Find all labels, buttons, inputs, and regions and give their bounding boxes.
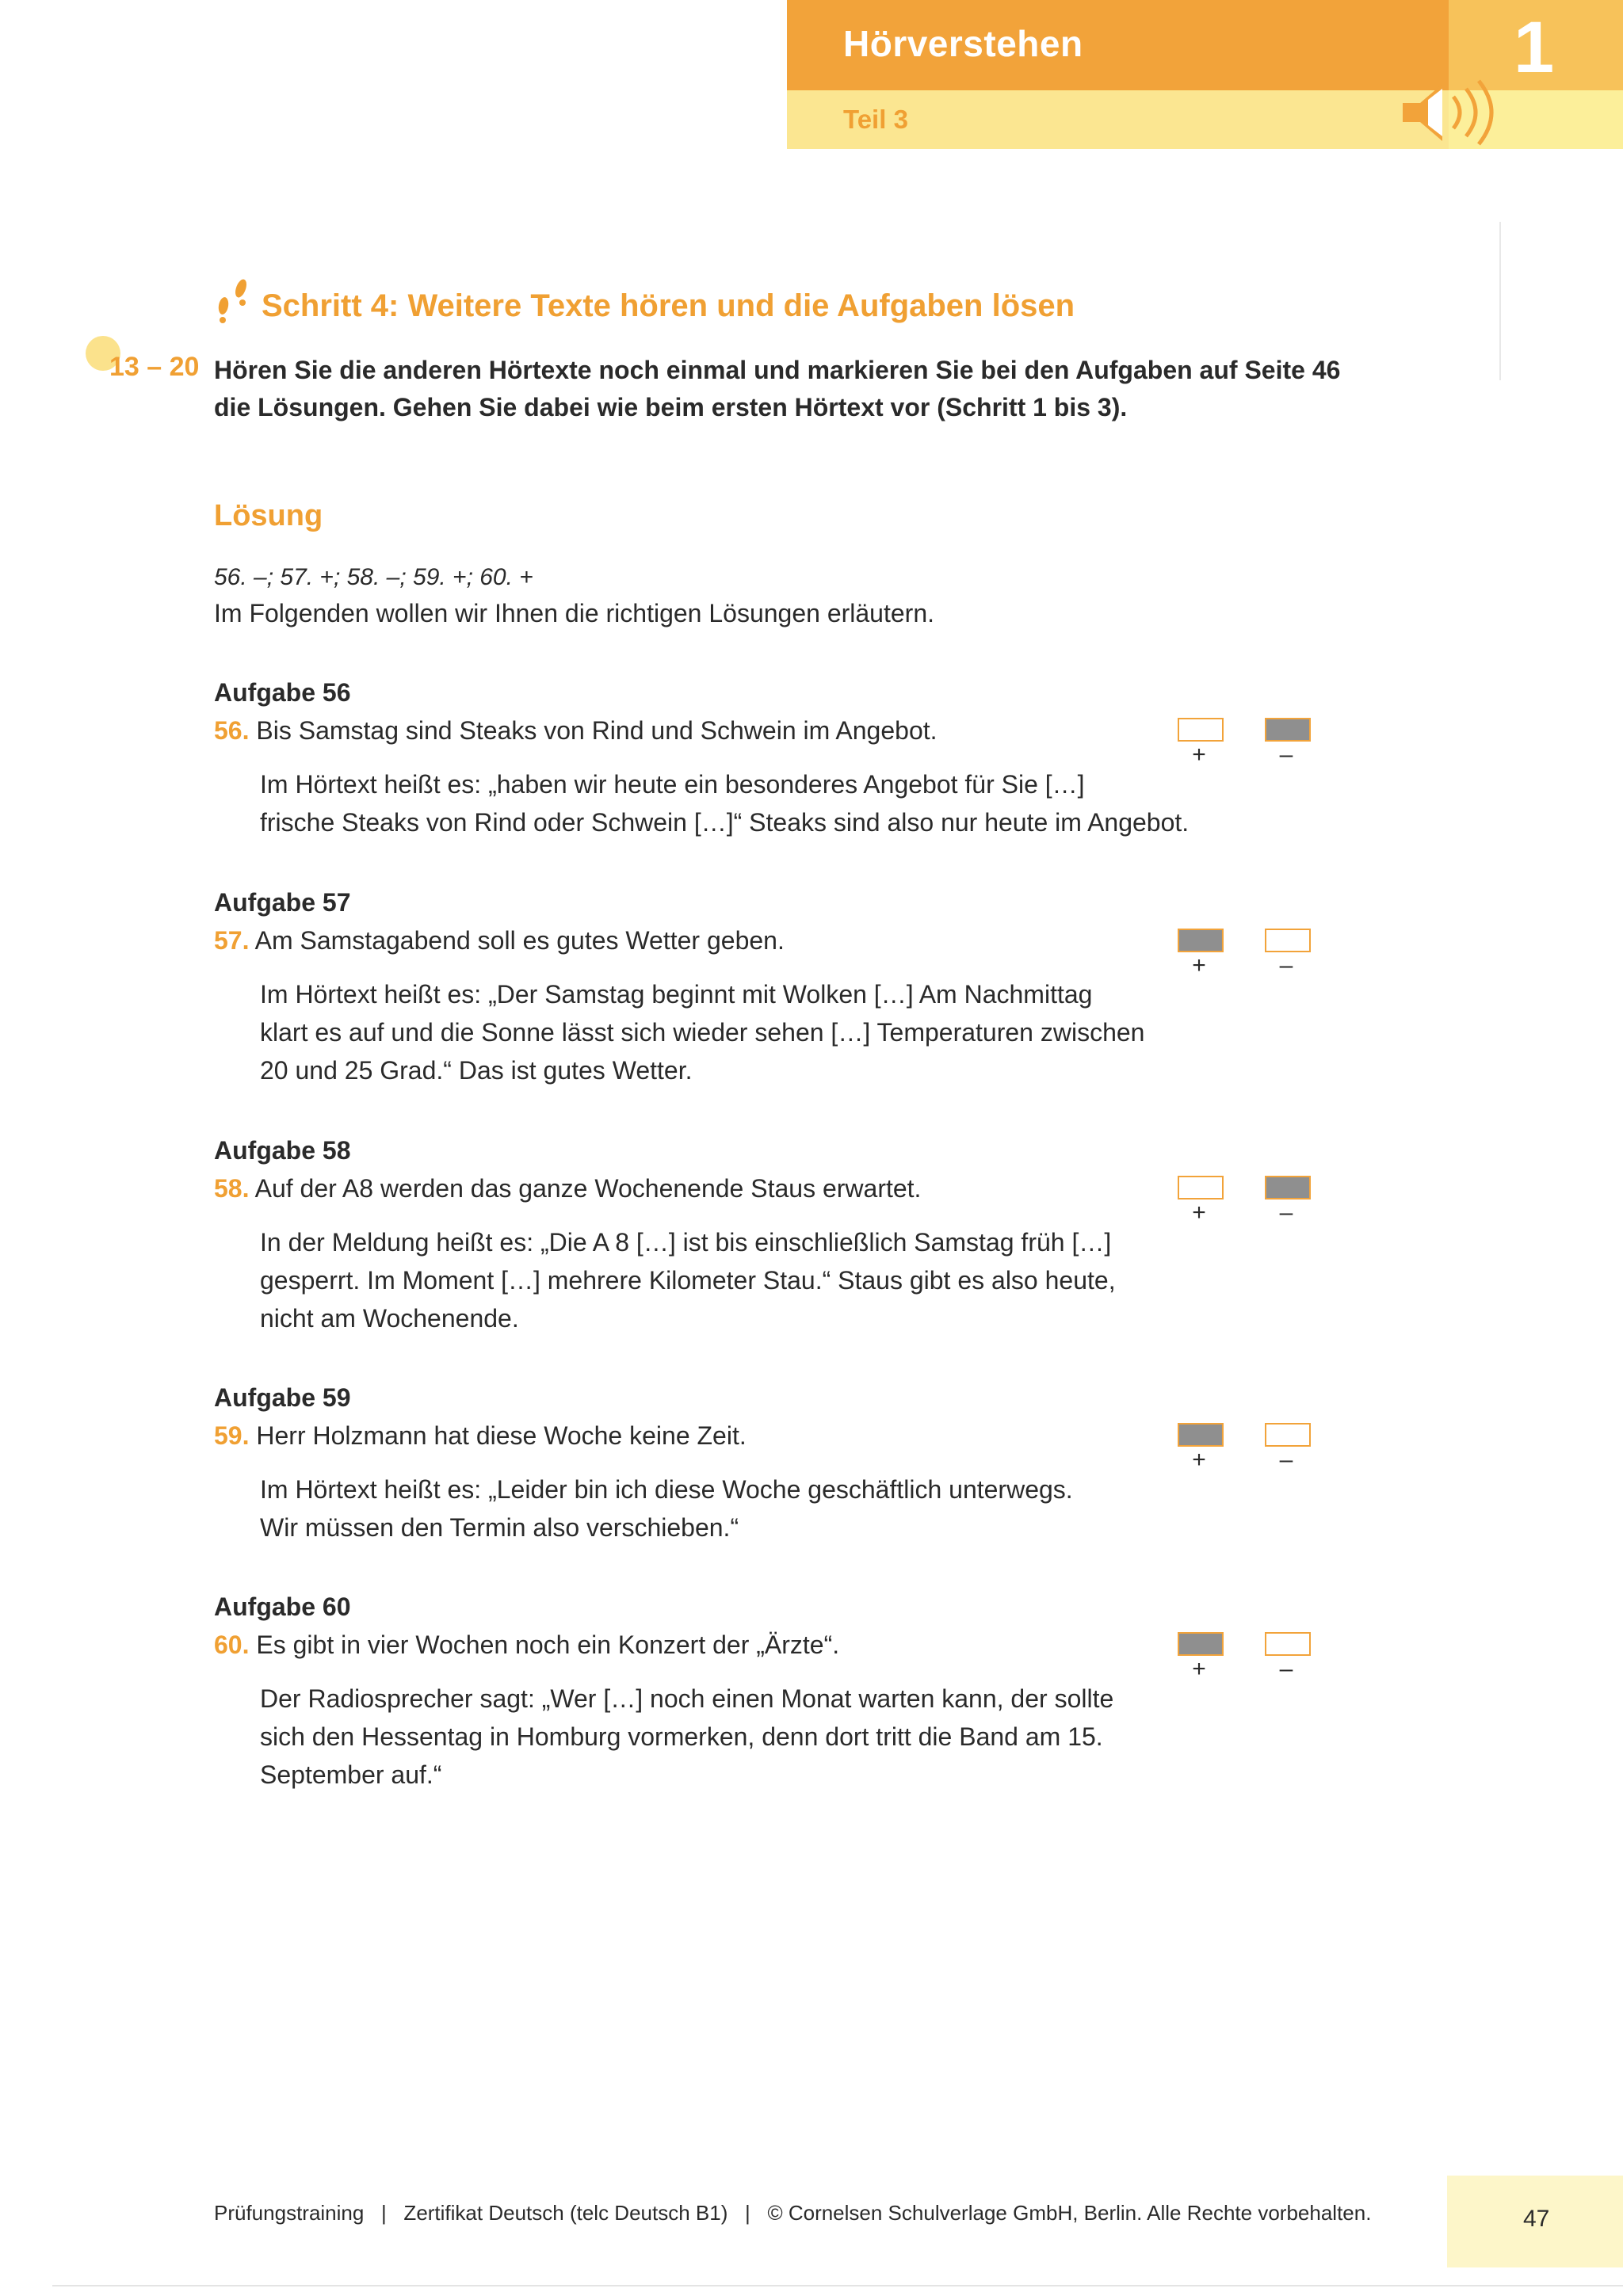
plus-label: + (1192, 742, 1206, 768)
explanation-line: gesperrt. Im Moment […] mehrere Kilometer Stau.“ Staus gibt es also heute, (260, 1266, 1116, 1295)
minus-label: – (1279, 742, 1293, 768)
task-title: Aufgabe 60 (214, 1592, 351, 1621)
minus-label: – (1279, 952, 1293, 978)
task-statement (214, 1417, 1323, 1455)
instruction-line: die Lösungen. Gehen Sie dabei wie beim ersten Hörtext vor (Schritt 1 bis 3). (214, 393, 1128, 421)
plus-label: + (1192, 952, 1206, 978)
task-title: Aufgabe 57 (214, 888, 351, 917)
task-number: 57. (214, 926, 250, 955)
bottom-divider (52, 2285, 1623, 2286)
instruction-text (214, 352, 1387, 426)
task-statement (214, 1169, 1323, 1207)
minus-checkbox[interactable] (1265, 1423, 1311, 1447)
explanation-line: frische Steaks von Rind oder Schwein […]“ Steaks sind also nur heute im Angebot. (260, 808, 1190, 837)
minus-label: – (1279, 1656, 1293, 1682)
task-explanation (260, 975, 1195, 1089)
task-explanation (260, 1223, 1195, 1337)
minus-checkbox[interactable] (1265, 929, 1311, 952)
part-label: Teil 3 (843, 105, 908, 134)
explanation-line: Im Hörtext heißt es: „haben wir heute ein besonderes Angebot für Sie […] (260, 770, 1085, 799)
explanation-line: Wir müssen den Termin also verschieben.“ (260, 1513, 739, 1542)
statement-text: Herr Holzmann hat diese Woche keine Zeit. (256, 1421, 747, 1450)
explanation-line: klart es auf und die Sonne lässt sich wieder sehen […] Temperaturen zwischen (260, 1018, 1145, 1047)
task-number: 59. (214, 1421, 250, 1450)
task-number: 58. (214, 1174, 250, 1203)
task-title: Aufgabe 58 (214, 1136, 351, 1165)
task-title: Aufgabe 59 (214, 1383, 351, 1412)
minus-checkbox[interactable] (1265, 718, 1311, 742)
explanation-line: Der Radiosprecher sagt: „Wer […] noch einen Monat warten kann, der sollte (260, 1684, 1114, 1713)
task-number: 56. (214, 716, 250, 745)
task-explanation (260, 1470, 1195, 1547)
page-number: 47 (1523, 2206, 1550, 2232)
task-title: Aufgabe 56 (214, 678, 351, 707)
task-statement (214, 921, 1323, 959)
statement-text: Auf der A8 werden das ganze Wochenende Staus erwartet. (254, 1174, 922, 1203)
task-explanation (260, 1680, 1195, 1794)
plus-checkbox[interactable] (1178, 1423, 1224, 1447)
task-statement (214, 1626, 1323, 1664)
minus-checkbox[interactable] (1265, 1632, 1311, 1656)
track-number: 13 – 20 (109, 352, 200, 382)
plus-label: + (1192, 1656, 1206, 1682)
explanation-line: September auf.“ (260, 1760, 442, 1789)
explanation-line: Im Hörtext heißt es: „Leider bin ich diese Woche geschäftlich unterwegs. (260, 1475, 1073, 1504)
minus-label: – (1279, 1447, 1293, 1473)
section-title: Hörverstehen (843, 23, 1083, 64)
chapter-number: 1 (1514, 7, 1555, 88)
plus-label: + (1192, 1447, 1206, 1473)
task-statement (214, 711, 1323, 749)
task-number: 60. (214, 1630, 250, 1659)
solution-intro: Im Folgenden wollen wir Ihnen die richtigen Lösungen erläutern. (214, 599, 934, 627)
statement-text: Am Samstagabend soll es gutes Wetter geben. (254, 926, 785, 955)
answer-key: 56. –; 57. +; 58. –; 59. +; 60. + (214, 564, 533, 590)
speaker-icon (1396, 73, 1515, 152)
statement-text: Bis Samstag sind Steaks von Rind und Schwein im Angebot. (256, 716, 938, 745)
minus-checkbox[interactable] (1265, 1176, 1311, 1199)
plus-checkbox[interactable] (1178, 718, 1224, 742)
footsteps-icon (211, 274, 258, 330)
explanation-line: nicht am Wochenende. (260, 1304, 519, 1333)
plus-checkbox[interactable] (1178, 1176, 1224, 1199)
statement-text: Es gibt in vier Wochen noch ein Konzert der „Ärzte“. (256, 1630, 840, 1659)
instruction-line: Hören Sie die anderen Hörtexte noch einmal und markieren Sie bei den Aufgaben auf Seite 46 (214, 356, 1341, 384)
task-block (214, 1379, 1323, 1547)
margin-divider (1499, 222, 1501, 380)
task-block (214, 673, 1323, 841)
minus-label: – (1279, 1199, 1293, 1226)
explanation-line: sich den Hessentag in Homburg vormerken, denn dort tritt die Band am 15. (260, 1722, 1103, 1751)
explanation-line: 20 und 25 Grad.“ Das ist gutes Wetter. (260, 1056, 693, 1085)
plus-label: + (1192, 1199, 1206, 1226)
task-block (214, 1588, 1323, 1794)
solution-heading: Lösung (214, 499, 323, 532)
footer-text: Prüfungstraining | Zertifikat Deutsch (telc Deutsch B1) | © Cornelsen Schulverlage GmbH, Berlin. Alle Rechte vorbehalten. (214, 2201, 1372, 2225)
task-explanation (260, 765, 1195, 841)
explanation-line: Im Hörtext heißt es: „Der Samstag beginnt mit Wolken […] Am Nachmittag (260, 980, 1093, 1009)
plus-checkbox[interactable] (1178, 929, 1224, 952)
explanation-line: In der Meldung heißt es: „Die A 8 […] ist bis einschließlich Samstag früh […] (260, 1228, 1112, 1257)
step-heading: Schritt 4: Weitere Texte hören und die Aufgaben lösen (262, 288, 1075, 323)
task-block (214, 1131, 1323, 1337)
task-block (214, 883, 1323, 1089)
plus-checkbox[interactable] (1178, 1632, 1224, 1656)
